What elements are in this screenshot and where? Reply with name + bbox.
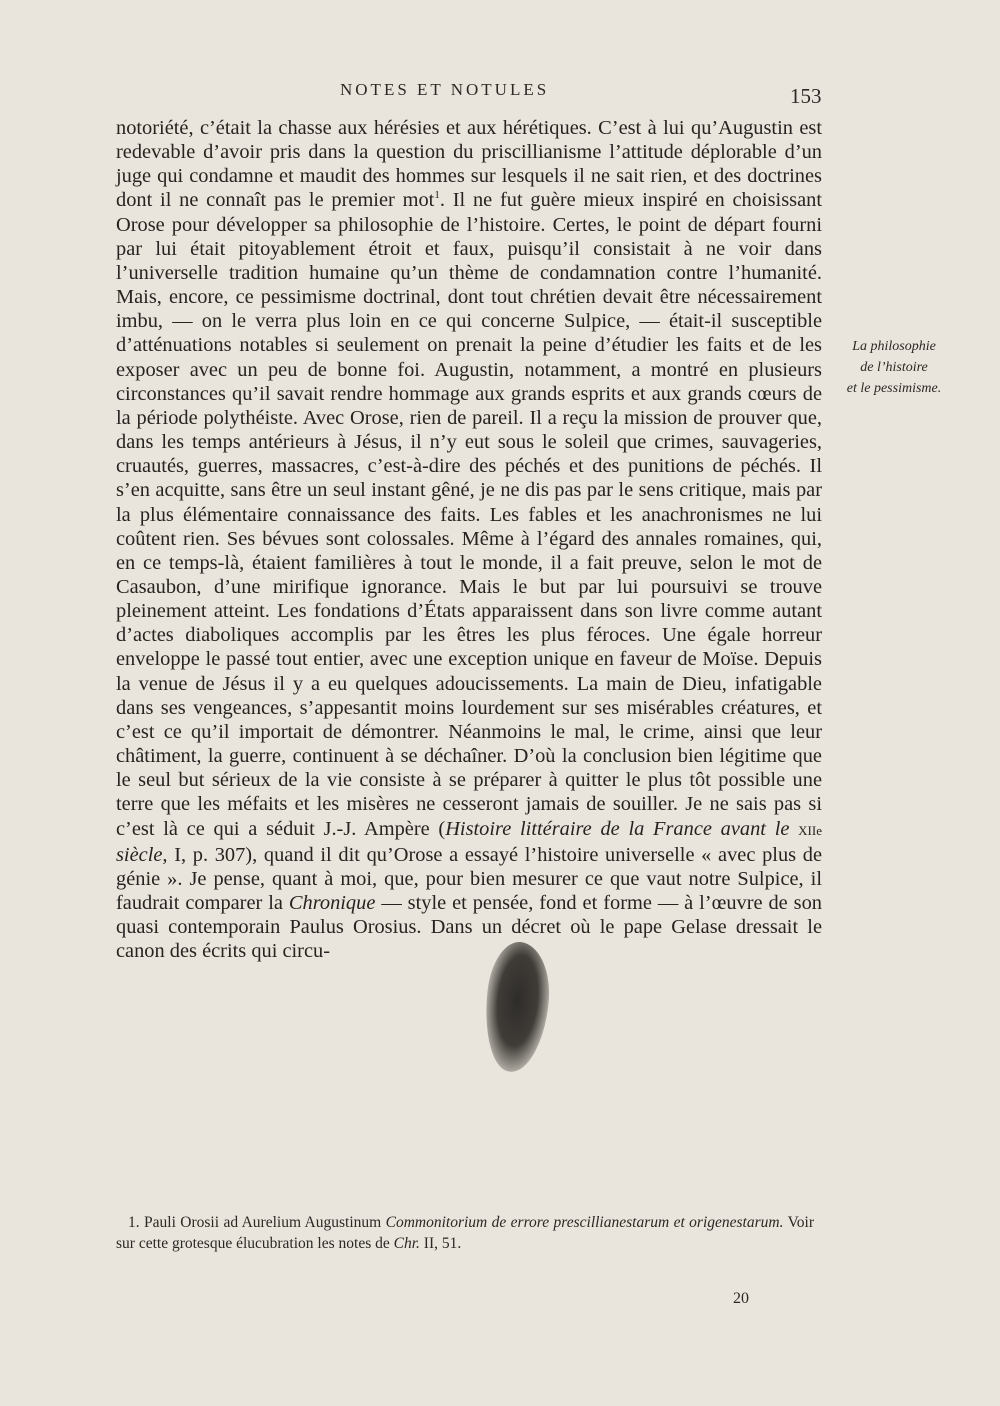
footnote-number: 1. <box>128 1214 140 1231</box>
page-number: 153 <box>790 84 822 108</box>
footnote-abbrev: Chr. <box>393 1234 420 1252</box>
margin-note-line: de l’histoire <box>860 360 928 375</box>
text-segment: notoriété, c’était la chasse aux hérésies et aux hérétiques. C’est à lui qu’Augustin est redevable d’avoir pris dans la question du priscillianisme l’attitude déplorable d’un juge qui condamne et maudit des hommes sur lesquels il ne sait rien, et des doctrines dont il ne connaît pas le premier mot <box>116 117 822 212</box>
margin-note <box>828 336 960 399</box>
book-title: Histoire littéraire de la France avant le <box>445 817 790 840</box>
footnote-title: Commonitorium de errore prescillianestarum et origenestarum. <box>385 1214 784 1231</box>
footnote-reference: 1 <box>434 189 440 202</box>
footnote-text: Pauli Orosii ad Aurelium Augustinum <box>144 1214 386 1231</box>
work-title: Chronique <box>288 892 376 914</box>
text-segment: — style et pensée, fond et forme — à l’œuvre de son quasi contemporain Paulus Orosius. Dans un décret où le pape Gelase dressait le canon des écrits qui circu- <box>116 892 822 963</box>
main-text <box>116 116 822 963</box>
book-title-end: siècle, <box>116 843 168 866</box>
text-segment: . Il ne fut guère mieux inspiré en choisissant Orose pour développer sa philosophie de l’histoire. Certes, le point de départ fourni par lui était pitoyablement étroit et faux, puisqu’il consistait à ne voir dans l’universelle tradition humaine qu’un thème de condamnation contre l’humanité. Mais, encore, ce pessimisme doctrinal, dont tout chrétien devait être nécessairement imbu, — on le verra plus loin en ce qui concerne Sulpice, — était-il susceptible d’atténuations notables si seulement on prenait la peine d’étudier les faits et de les exposer avec un peu de bonne foi. Augustin, notamment, a montré en plusieurs circonstances qu’il savait rendre hommage aux grands esprits et aux grands cœurs de la période polythéiste. Avec Orose, rien de pareil. Il a reçu la mission de prouver que, dans les temps antérieurs à Jésus, il n’y eut sous le soleil que crimes, sauvageries, cruautés, guerres, massacres, c’est-à-dire des péchés et des punitions de péchés. Il s’en acquitte, sans être un seul instant gêné, je ne dis pas par le sens critique, mais par la plus élémentaire connaissance des faits. Les fables et les anachronismes ne lui coûtent rien. Ses bévues sont colossales. Même à l’égard des annales romaines, qui, en ce temps-là, étaient familières à tout le monde, il a fait preuve, selon le mot de Casaubon, d’une mirifique ignorance. Mais le but par lui poursuivi se trouve pleinement atteint. Les fondations d’États apparaissent dans son livre comme autant d’actes diaboliques accomplis par les êtres les plus féroces. Une égale horreur enveloppe le passé tout entier, avec une exception unique en faveur de Moïse. Depuis la venue de Jésus il y a eu quelques adoucissements. La main de Dieu, infatigable dans ses vengeances, s’appesantit moins lourdement sur ses misérables créatures, et c’est ce qu’il importait de démontrer. Néanmoins le mal, le crime, ainsi que leur châtiment, la guerre, continuent à se déchaîner. D’où la conclusion bien légitime que le seul but sérieux de la vie consiste à se préparer à quitter le plus tôt possible une terre que les méfaits et les misères ne cesseront jamais de souiller. Je ne sais pas si c’est là ce qui a séduit J.-J. Ampère ( <box>116 189 822 840</box>
text-segment: I, p. 307), quand il dit qu’Orose a essayé l’histoire universelle « avec plus de génie ». Je pense, quant à moi, que, pour bien mesurer ce que vaut notre Sulpice, il faudrait comparer la <box>116 843 822 914</box>
century-numeral: XIIe <box>798 822 822 838</box>
margin-note-line: La philosophie <box>852 339 936 354</box>
footnote <box>116 1213 814 1254</box>
paragraph <box>116 116 822 963</box>
footnote-text: Voir sur cette grotesque élucubration les notes de <box>116 1214 814 1252</box>
footnote-text: II, 51. <box>419 1234 462 1252</box>
margin-note-line: et le pessimisme. <box>846 381 942 396</box>
running-head: NOTES ET NOTULES <box>340 80 550 99</box>
signature-mark: 20 <box>733 1290 749 1307</box>
